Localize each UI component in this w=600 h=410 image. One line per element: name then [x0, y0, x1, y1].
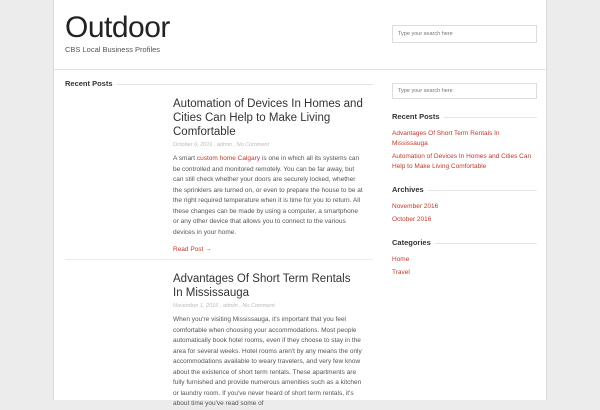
- post-excerpt: When you're visiting Mississauga, it's important that you feel comfortable when choosing your accommodations. Most people automatically book hotel rooms, even if they choose to stay in the area for several weeks. Hotel rooms aren't by any means the only accommodations available to weary travelers, and very few know about the existence of short term rentals. These apartments are fully furnished and provide numerous amenities such as a kitchen or laundry room. If you've never heard of short term rentals, it's about time you've read some of: [173, 316, 362, 407]
- sidebar: [392, 79, 537, 281]
- post-comments-link[interactable]: No Comment: [236, 142, 270, 148]
- section-title: Recent Posts: [65, 79, 117, 88]
- post-title-link[interactable]: Advantages Of Short Term Rentals In Mississauga: [173, 273, 351, 299]
- widget-title-label: Recent Posts: [392, 112, 444, 121]
- archives-list: [392, 202, 537, 225]
- recent-posts-list: [392, 129, 537, 172]
- main-content: [65, 79, 373, 91]
- archive-link[interactable]: October 2016: [392, 216, 432, 223]
- sidebar-search-input[interactable]: [392, 83, 537, 99]
- list-item: [392, 129, 537, 149]
- archive-link[interactable]: November 2016: [392, 203, 439, 210]
- recent-posts-widget: [392, 112, 537, 172]
- excerpt-text-start: A smart: [173, 155, 197, 162]
- post-item: [173, 97, 363, 253]
- list-item: [392, 255, 537, 265]
- excerpt-text-end: is one in which all its systems can be controlled and monitored remotely. You can be far away, but can still check whether your doors are securely locked, whether the sprinklers are turned on, or even to prepare the house to be at the right required temperature when it is time for you to return. All these changes can be made by using a computer, a smartphone or any other device that allows you to connect to the various devices in your home.: [173, 155, 363, 236]
- category-link[interactable]: Home: [392, 256, 410, 263]
- site-title-link[interactable]: Outdoor: [65, 11, 170, 44]
- post-meta: November 1, 2016 , admin , No Comment: [173, 303, 275, 309]
- widget-title: [392, 112, 537, 123]
- post-author-link[interactable]: admin: [217, 142, 233, 148]
- excerpt-inline-link[interactable]: custom home Calgary: [196, 155, 261, 162]
- post-date: November 1, 2016: [173, 303, 219, 309]
- recent-post-link[interactable]: Advantages Of Short Term Rentals In Mississauga: [392, 130, 500, 147]
- recent-post-link[interactable]: Automation of Devices In Homes and Cities Can Help to Make Living Comfortable: [392, 153, 532, 170]
- widget-title-label: Archives: [392, 185, 428, 194]
- list-item: [392, 202, 537, 212]
- archives-widget: [392, 185, 537, 225]
- categories-list: [392, 255, 537, 278]
- list-item: [392, 215, 537, 225]
- post-divider: [65, 259, 373, 260]
- site-description: CBS Local Business Profiles: [65, 45, 161, 54]
- header-search-input[interactable]: [392, 25, 537, 43]
- page-container: [53, 0, 547, 407]
- post-title-link[interactable]: Automation of Devices In Homes and Cities Can Help to Make Living Comfortable: [173, 98, 363, 138]
- post-author-link[interactable]: admin: [222, 303, 238, 309]
- read-more-link[interactable]: Read Post →: [173, 246, 212, 253]
- list-item: [392, 152, 537, 172]
- post-comments-link[interactable]: No Comment: [242, 303, 275, 309]
- site-header: [54, 0, 548, 70]
- post-date: October 6, 2016: [173, 142, 213, 148]
- post-meta: October 6, 2016 , admin , No Comment: [173, 142, 270, 148]
- widget-title: [392, 185, 537, 196]
- post-excerpt: [173, 154, 363, 238]
- category-link[interactable]: Travel: [392, 269, 410, 276]
- list-item: [392, 268, 537, 278]
- categories-widget: [392, 238, 537, 278]
- recent-posts-heading: [65, 79, 373, 91]
- widget-title: [392, 238, 537, 249]
- post-item: [173, 272, 363, 410]
- widget-title-label: Categories: [392, 238, 435, 247]
